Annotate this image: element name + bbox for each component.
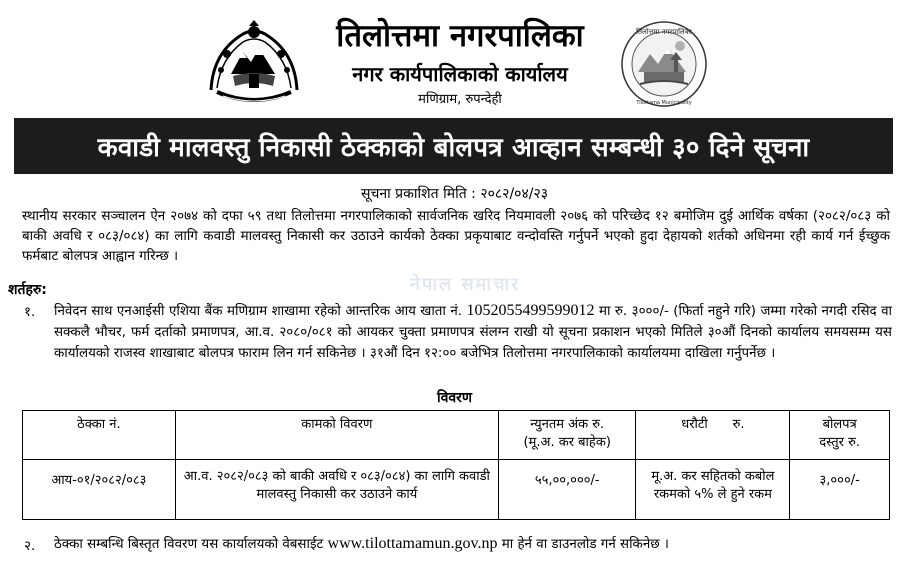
header-description: कामको विवरण xyxy=(175,411,498,460)
header-deposit xyxy=(636,411,790,460)
table-row xyxy=(23,460,890,520)
municipality-logo-icon xyxy=(620,20,708,108)
website-link[interactable]: www.tilottamamun.gov.np xyxy=(327,535,498,552)
notice-header xyxy=(0,0,909,116)
term-item-1 xyxy=(54,300,892,364)
header-bid-fee xyxy=(790,411,890,460)
cell-contract-no: आय-०१/२०८२/०८३ xyxy=(23,460,176,520)
cell-deposit: मू.अ. कर सहितको कबोल रकमको ५% ले हुने रकम xyxy=(636,460,790,520)
cell-description: आ.व. २०८२/०८३ को बाकी अवधि र ०८३/०८४) का लागि कवाडी मालवस्तु निकासी कर उठाउने कार्य xyxy=(175,460,498,520)
table-header-row xyxy=(23,411,890,460)
office-address: मणिग्राम, रुपन्देही xyxy=(418,92,502,107)
header-min-amount xyxy=(498,411,635,460)
logo-subtext: Tilottama Municipality xyxy=(636,100,692,106)
term-item-2 xyxy=(54,533,892,555)
nepal-emblem-icon xyxy=(203,18,305,108)
org-name: तिलोत्तमा नगरपालिका xyxy=(336,18,584,54)
cell-bid-fee: ३,०००/- xyxy=(790,460,890,520)
item-number: १. xyxy=(24,305,36,320)
term-1-text-after: मा रु. ३०००/- (फिर्ता नहुने गरि) जम्मा गरेको नगदी रसिद वा सक्कलै भौचर, फर्म दर्ताको प्रमाणपत्र, आ.व. २०८०/०८१ को आयकर चुक्ता प्रमाणपत्र संलग्न राखी यो सूचना प्रकाशन भएको मितिले ३०औं दिनको कार्यालय समयसम्म यस कार्यालयको राजस्व शाखाबाट बोलपत्र फाराम लिन गर्न सकिनेछ । ३१औं दिन १२:०० बजेभित्र तिलोत्तमा नगरपालिकाको कार्यालयमा दाखिला गर्नुपर्नेछ । xyxy=(54,304,893,361)
notice-title: कवाडी मालवस्तु निकासी ठेक्काको बोलपत्र आव्हान सम्बन्धी ३० दिने सूचना xyxy=(14,118,893,174)
term-2-text-before: ठेक्का सम्बन्धि बिस्तृत विवरण यस कार्यालयको वेबसाईट xyxy=(54,537,324,552)
office-name: नगर कार्यपालिकाको कार्यालय xyxy=(352,62,568,86)
header-min-amount-sub: (मू.अ. कर बाहेक) xyxy=(523,435,611,450)
account-number: 1052055499599012 xyxy=(466,302,595,319)
header-deposit-label: धरौटी xyxy=(681,417,708,432)
term-1-text-before: निवेदन साथ एनआईसी एशिया बैंक मणिग्राम शाखामा रहेको आन्तरिक आय खाता नं. xyxy=(54,304,463,319)
header-min-amount-label: न्युनतम अंक रु. xyxy=(530,417,605,432)
header-bid-fee-sub: दस्तुर रु. xyxy=(819,435,861,450)
header-bid-fee-label: बोलपत्र xyxy=(822,417,857,432)
publication-date: सूचना प्रकाशित मिति : २०८२/०४/२३ xyxy=(360,186,548,202)
term-2-text-after: मा हेर्न वा डाउनलोड गर्न सकिनेछ । xyxy=(501,537,669,552)
intro-paragraph: स्थानीय सरकार सञ्चालन ऐन २०७४ को दफा ५९ तथा तिलोत्तमा नगरपालिकाको सार्वजनिक खरिद नियमावली २०७६ को परिच्छेद १२ बमोजिम दुई आर्थिक वर्षका (२०८२/०८३ को बाकी अवधि र ०८३/०८४) का लागि कवाडी मालवस्तु निकासी कर उठाउने कार्यको ठेक्का प्रकृयाबाट वन्दोवस्ति गर्नुपर्ने भएको हुदा देहायको शर्तको अधिनमा रही कार्य गर्न ईच्छुक फर्मबाट बोलपत्र आह्वान गरिन्छ । xyxy=(22,209,890,264)
header-contract-no: ठेक्का नं. xyxy=(23,411,176,460)
cell-min-amount: ५५,००,०००/- xyxy=(498,460,635,520)
contract-details-table xyxy=(22,410,890,520)
header-deposit-unit: रु. xyxy=(732,417,745,432)
table-heading: विवरण xyxy=(436,390,473,406)
watermark: नेपाल समाचार xyxy=(410,274,521,295)
item-number: २. xyxy=(24,539,36,554)
terms-label: शर्तहरु: xyxy=(8,282,47,298)
logo-text: तिलोत्तमा नगरपालिका xyxy=(636,28,692,36)
